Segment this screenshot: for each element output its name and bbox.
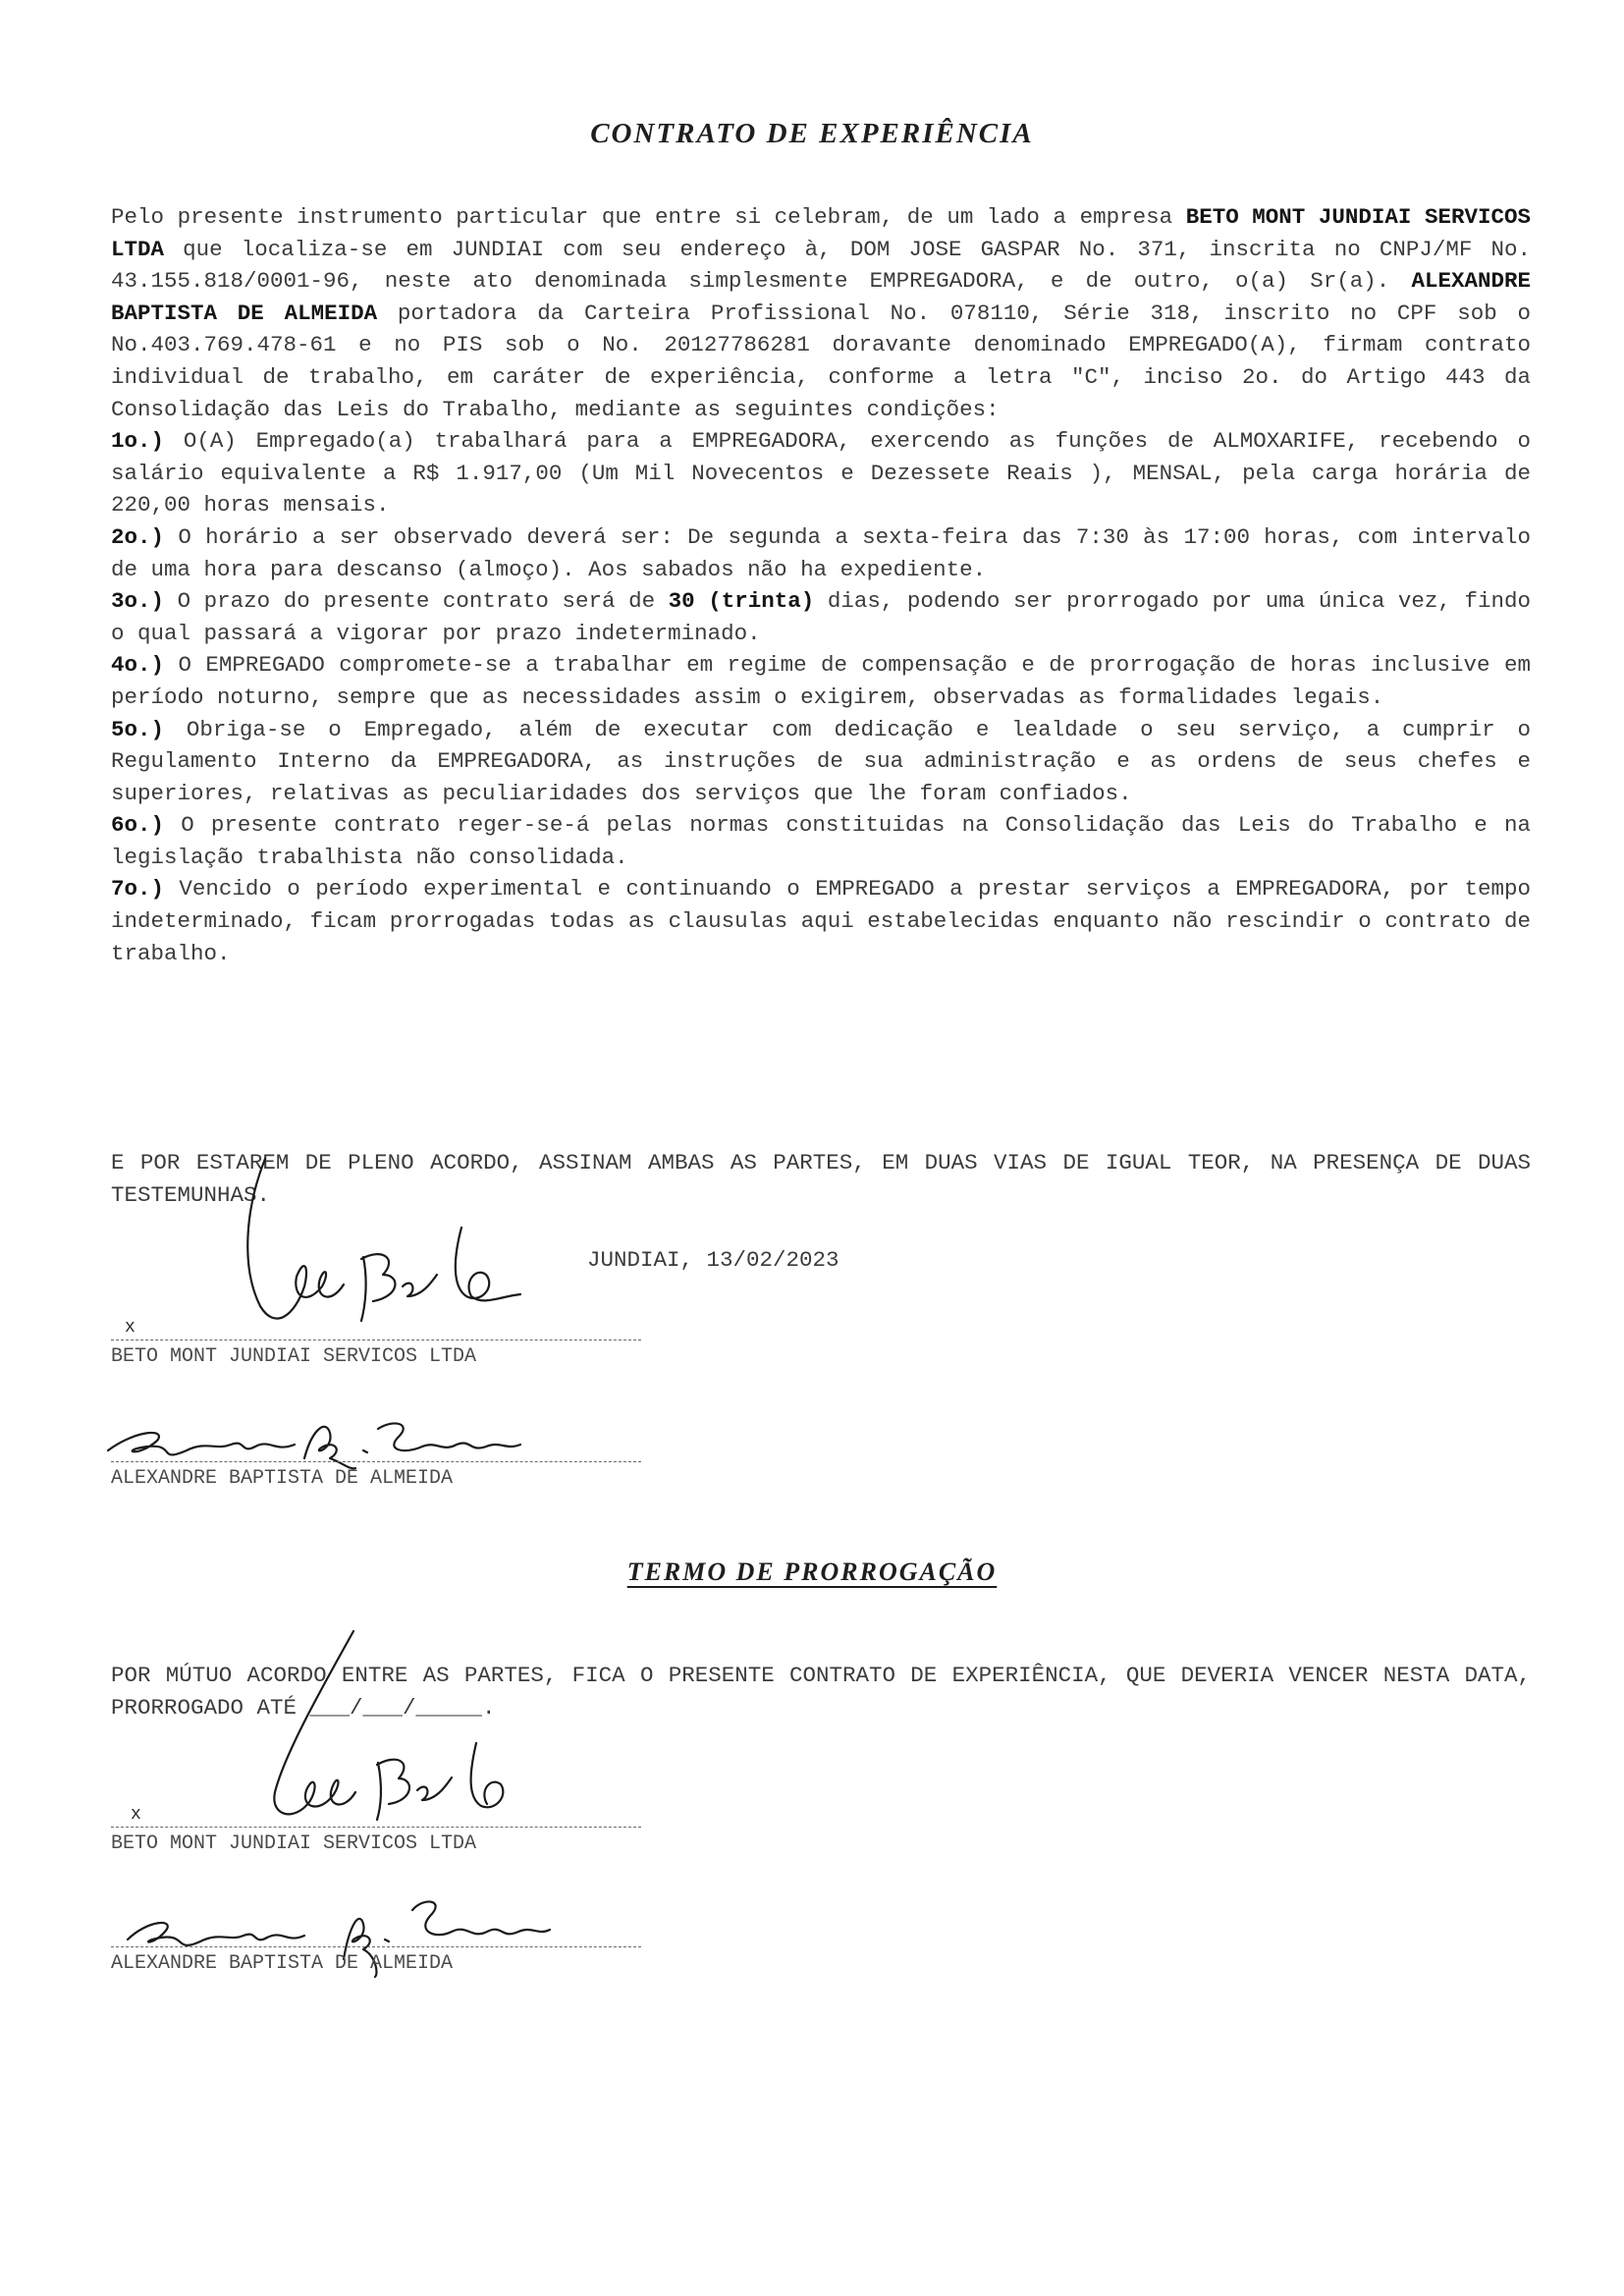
clause-text: O prazo do presente contrato será de xyxy=(164,588,669,615)
trial-period-days: 30 (trinta) xyxy=(668,588,815,615)
extension-title: TERMO DE PRORROGAÇÃO xyxy=(626,1558,998,1586)
clause-number: 3o.) xyxy=(111,588,165,615)
clause-7 xyxy=(111,873,1531,969)
clause-2 xyxy=(111,521,1531,585)
signature-line xyxy=(111,1946,641,1947)
intro-text-3: portadora da Carteira Profissional No. 078110, Série 318, inscrito no CPF sob o No.403.769.478-61 e no PIS sob o No. 20127786281 doravante denominado EMPREGADO(A), firmam contrato individual de trabalho, em caráter de experiência, conforme a letra "C", inciso 2o. do Artigo 443 da Consolidação das Leis do Trabalho, mediante as seguintes condições: xyxy=(111,300,1531,422)
clause-number: 2o.) xyxy=(111,523,165,550)
employee-name-label: ALEXANDRE BAPTISTA DE ALMEIDA xyxy=(111,1467,454,1490)
clause-6 xyxy=(111,809,1531,873)
extension-employer-signature xyxy=(255,1625,550,1836)
clause-5 xyxy=(111,714,1531,810)
clause-number: 7o.) xyxy=(111,876,165,902)
signature-line xyxy=(111,1339,641,1340)
contract-body xyxy=(111,201,1531,969)
clause-text: Obriga-se o Empregado, além de executar com dedicação e lealdade o seu serviço, a cumprir o Regulamento Interno da EMPREGADORA, as instruções de sua administração e as ordens de seus chefes e superiores, relativas as peculiaridades dos serviços que lhe foram confiados. xyxy=(111,716,1531,806)
signature-mark: x xyxy=(125,1318,135,1338)
extension-employee-name-label: ALEXANDRE BAPTISTA DE ALMEIDA xyxy=(111,1952,454,1975)
clause-text: dias, podendo ser prorrogado por uma única vez, findo o qual passará a vigorar por prazo indeterminado. xyxy=(111,588,1531,646)
contract-date: JUNDIAI, 13/02/2023 xyxy=(587,1247,839,1273)
employee-signature xyxy=(98,1390,550,1478)
clause-1 xyxy=(111,425,1531,521)
extension-statement: POR MÚTUO ACORDO ENTRE AS PARTES, FICA O PRESENTE CONTRATO DE EXPERIÊNCIA, QUE DEVERIA VENCER NESTA DATA, PRORROGADO ATÉ ___/___/_____. xyxy=(111,1663,1531,1721)
intro-text-2: que localiza-se em JUNDIAI com seu endereço à, DOM JOSE GASPAR No. 371, inscrita no CNPJ/MF No. 43.155.818/0001-96, neste ato denominada simplesmente EMPREGADORA, e de outro, o(a) Sr(a). xyxy=(111,236,1531,295)
clause-number: 5o.) xyxy=(111,716,165,742)
employer-name-label: BETO MONT JUNDIAI SERVICOS LTDA xyxy=(111,1345,477,1368)
closing-statement: E POR ESTAREM DE PLENO ACORDO, ASSINAM AMBAS AS PARTES, EM DUAS VIAS DE IGUAL TEOR, NA PRESENÇA DE DUAS TESTEMUNHAS. xyxy=(111,1150,1531,1208)
contract-title: CONTRATO DE EXPERIÊNCIA xyxy=(590,118,1034,149)
clause-text: Vencido o período experimental e continuando o EMPREGADO a prestar serviços a EMPREGADORA, por tempo indeterminado, ficam prorrogadas todas as clausulas aqui estabelecidas enquanto não rescindir o contrato de trabalho. xyxy=(111,876,1531,966)
clause-text: O presente contrato reger-se-á pelas normas constituidas na Consolidação das Leis do Trabalho e na legislação trabalhista não consolidada. xyxy=(111,812,1531,870)
signature-mark: x xyxy=(131,1805,141,1825)
employer-signature xyxy=(236,1149,550,1345)
intro-paragraph xyxy=(111,201,1531,425)
signature-line xyxy=(111,1827,641,1828)
company-name: BETO MONT JUNDIAI SERVICOS LTDA xyxy=(111,204,1531,262)
clause-4 xyxy=(111,649,1531,713)
extension-employer-name-label: BETO MONT JUNDIAI SERVICOS LTDA xyxy=(111,1832,477,1855)
clause-number: 1o.) xyxy=(111,428,165,455)
clause-text: O(A) Empregado(a) trabalhará para a EMPREGADORA, exercendo as funções de ALMOXARIFE, recebendo o salário equivalente a R$ 1.917,00 (Um Mil Novecentos e Dezessete Reais ), MENSAL, pela carga horária de 220,00 horas mensais. xyxy=(111,428,1531,519)
clause-number: 6o.) xyxy=(111,812,165,839)
employee-name: ALEXANDRE BAPTISTA DE ALMEIDA xyxy=(111,268,1531,326)
clause-text: O EMPREGADO compromete-se a trabalhar em regime de compensação e de prorrogação de horas inclusive em período noturno, sempre que as necessidades assim o exigirem, observadas as formalidades legais. xyxy=(111,652,1531,710)
clause-text: O horário a ser observado deverá ser: De segunda a sexta-feira das 7:30 às 17:00 horas, com intervalo de uma hora para descanso (almoço). Aos sabados não ha expediente. xyxy=(111,523,1531,582)
clause-number: 4o.) xyxy=(111,652,165,679)
signature-line xyxy=(111,1461,641,1462)
intro-text-1: Pelo presente instrumento particular que entre si celebram, de um lado a empresa xyxy=(111,204,1186,230)
clause-3 xyxy=(111,585,1531,649)
